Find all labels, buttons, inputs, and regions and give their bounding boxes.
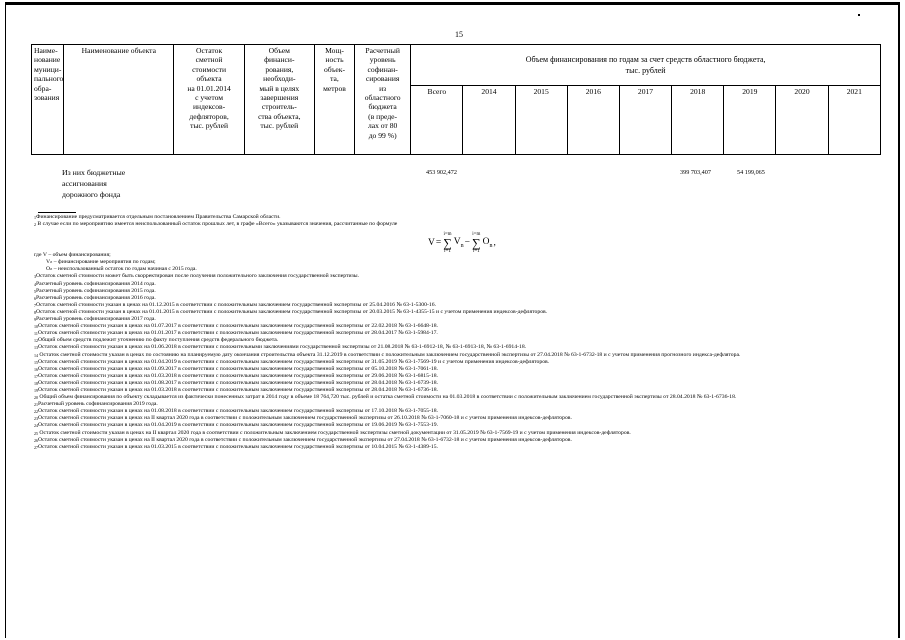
- footnote-mark: 5: [34, 288, 36, 294]
- footnote-text: Расчетный уровень софинансирования 2016 года.: [36, 294, 156, 301]
- footnote-item: [34, 344, 880, 351]
- footnote-text: Остаток сметной стоимости указан в ценах на 01.01.2017 в соответствии с положительным заключением государственной экспертизы от 28.04.2017 № 63-1-5984-17.: [37, 330, 438, 337]
- formula-eq: =: [435, 238, 442, 248]
- footnote-mark: 8: [34, 309, 36, 315]
- header-funding: Объем финанси- рования, необходи- мый в целях завершения строитель- ства объекта, тыс. рублей: [244, 45, 314, 155]
- footnote-item: [34, 295, 880, 302]
- header-estimate: Остаток сметной стоимости объекта на 01.01.2014 с учетом индексов- дефляторов, тыс. рублей: [174, 45, 244, 155]
- formula-legend: [34, 252, 880, 273]
- header-municipality: Наиме- нование муници- пального обра- зования: [32, 45, 64, 155]
- header-cofin-level: Расчетный уровень софинан- сирования из областного бюджета (в преде- лах от 80 до 99 %): [355, 45, 411, 155]
- footnote-mark: 15: [34, 359, 38, 365]
- footnote-mark: 4: [34, 281, 36, 287]
- footnotes-intro: [34, 214, 880, 228]
- year-header-2018: 2018: [672, 86, 724, 155]
- scan-dot: [858, 14, 860, 16]
- footnote-mark: 24: [34, 423, 38, 429]
- footnote-item: [34, 359, 880, 366]
- footnote-text: Остаток сметной стоимости указан в ценах на 01.04.2019 в соответствии с положительным заключением государственной экспертизы от 31.05.2019 № 63-1-7569-19 и с учетом применения индексов-дефляторов.: [38, 358, 550, 365]
- footnote-text: Расчетный уровень софинансирования 2014 года.: [36, 280, 156, 287]
- footnote-item: [34, 366, 880, 373]
- footnote-mark: 11: [34, 331, 38, 337]
- footnote-item: [34, 281, 880, 288]
- footnote-mark: 6: [34, 295, 36, 301]
- year-header-2017: 2017: [619, 86, 671, 155]
- footnote-text: Остаток сметной стоимости указан в ценах на 01.03.2018 в соответствии с положительным заключением государственной экспертизы от 29.06.2018 № 63-1-6815-18.: [38, 372, 438, 379]
- footnote-text: Остаток сметной стоимости указан в ценах на 01.03.2018 в соответствии с положительным заключением государственной экспертизы от 28.04.2018 № 63-1-6736-18.: [38, 386, 438, 393]
- footnote-item: [34, 273, 880, 280]
- footnote-mark: 22: [34, 409, 38, 415]
- road-fund-2019: 54 199,065: [737, 169, 765, 176]
- footnote-mark: 13: [34, 345, 38, 351]
- road-fund-total: 453 902,472: [426, 169, 457, 176]
- header-object: Наименование объекта: [64, 45, 174, 155]
- footnote-text: Остаток сметной стоимости указан в ценах на 01.09.2017 в соответствии с положительным заключением государственной экспертизы от 05.10.2018 № 63-1-7061-18.: [38, 365, 438, 372]
- footnote-item: [34, 380, 880, 387]
- footnote-text: Остаток сметной стоимости указан в ценах по состоянию на планируемую дату окончания строительства объекта 31.12.2019 в соответствии с положительным заключением государственной экспертизы от 27.04.2018 № 63-1-6732-18 и с учетом применения прогнозного индекса-дефлятора.: [38, 351, 741, 358]
- sigma-icon: i=m ∑ i=1: [443, 232, 452, 254]
- road-fund-label: Из них бюджетные ассигнования дорожного фонда: [62, 168, 126, 199]
- footnote-mark: 20: [34, 395, 38, 401]
- year-header-2020: 2020: [776, 86, 828, 155]
- footnote-mark: 12: [34, 338, 38, 344]
- formula-end: ,: [493, 238, 496, 248]
- footnote-text: Остаток сметной стоимости указан в ценах на 01.08.2017 в соответствии с положительным заключением государственной экспертизы от 28.04.2018 № 63-1-6739-18.: [38, 379, 438, 386]
- footnote-text: Остаток сметной стоимости указан в ценах на 01.04.2019 в соответствии с положительным заключением государственной экспертизы от 19.06.2019 № 63-1-7553-19.: [38, 422, 438, 429]
- page-number: 15: [455, 30, 463, 39]
- year-header-2015: 2015: [515, 86, 567, 155]
- footnote-item: [34, 394, 880, 401]
- footnote-text: Остаток сметной стоимости указан в ценах на 01.07.2017 в соответствии с положительным заключением государственной экспертизы от 22.02.2018 № 63-1-6648-18.: [38, 323, 438, 330]
- footnote-text: В случае если по мероприятию имеется неиспользованный остаток прошлых лет, в графе «Всего» указываются значения, рассчитанные по формуле: [36, 221, 398, 228]
- footnote-mark: 25: [34, 430, 38, 436]
- footnote-text: Остаток сметной стоимости указан в ценах на 01.08.2018 в соответствии с положительным заключением государственной экспертизы от 17.10.2018 № 63-1-7055-18.: [38, 408, 438, 415]
- footnote-text: Остаток сметной стоимости указан в ценах на 01.06.2018 в соответствии с положительными заключениями государственной экспертизы от 21.08.2018 № 63-1-6912-18, № 63-1-6913-18, № 63-1-6914-18.: [38, 344, 527, 351]
- footnote-item: [34, 288, 880, 295]
- year-header-2021: 2021: [828, 86, 880, 155]
- footnote-mark: 10: [34, 324, 38, 330]
- footnote-item: [34, 352, 880, 359]
- sigma-icon: i=m ∑ i=1: [472, 232, 481, 254]
- footnote-item: [34, 422, 880, 429]
- footnote-mark: 17: [34, 373, 38, 379]
- footnote-mark: 3: [34, 274, 36, 280]
- footnote-text: Расчетный уровень софинансирования 2019 года.: [38, 401, 158, 408]
- footnote-text: Расчетный уровень софинансирования 2017 года.: [36, 316, 156, 323]
- footnote-item: [34, 221, 880, 228]
- footnote-item: [34, 387, 880, 394]
- footnote-item: [34, 430, 880, 437]
- year-header-2016: 2016: [567, 86, 619, 155]
- footnote-list: [34, 273, 880, 450]
- footnote-item: [34, 444, 880, 451]
- footnote-mark: 9: [34, 317, 36, 323]
- footnote-text: Общий объем финансирования по объекту складывается из фактически понесенных затрат в 2014 году в объеме 18 764,720 тыс. рублей и остатка сметной стоимости на 01.03.2018 в соответствии с положительным заключением государственной экспертизы от 28.04.2018 № 63-1-6736-18.: [38, 394, 737, 401]
- footnote-text: Общий объем средств подлежит уточнению по факту поступления средств федерального бюджета.: [38, 337, 279, 344]
- footnote-item: [34, 309, 880, 316]
- footnote-text: Остаток сметной стоимости указан в ценах на 01.12.2015 в соответствии с положительным заключением государственной экспертизы от 25.04.2016 № 63-1-5300-16.: [36, 301, 436, 308]
- footnote-item: [34, 373, 880, 380]
- footnote-mark: 19: [34, 387, 38, 393]
- footnote-separator: [38, 212, 76, 213]
- footnote-mark: 14: [34, 352, 38, 358]
- footnote-mark: 1: [34, 215, 36, 220]
- header-years-span: Объем финансирования по годам за счет средств областного бюджета, тыс. рублей: [411, 45, 881, 86]
- footnote-mark: 21: [34, 402, 38, 408]
- footnote-mark: 7: [34, 302, 36, 308]
- header-capacity: Мощ- ность объек- та, метров: [314, 45, 354, 155]
- footnote-item: [34, 302, 880, 309]
- formula-v: $V_n$: [453, 237, 464, 249]
- footnote-text: Остаток сметной стоимости указан в ценах на 01.03.2015 в соответствии с положительным заключением государственной экспертизы от 10.04.2015 № 63-1-4389-15.: [38, 443, 438, 450]
- footnote-text: Финансирование предусматривается отдельным постановлением Правительства Самарской области.: [36, 214, 281, 220]
- formula-minus: −: [464, 238, 471, 248]
- formula-legend-line: где V – объем финансирования;: [34, 252, 111, 259]
- footnote-mark: 27: [34, 444, 38, 450]
- formula-legend-line: Vₙ – финансирование мероприятия по годам;: [46, 259, 156, 266]
- footnote-mark: 23: [34, 416, 38, 422]
- year-header-total: Всего: [411, 86, 463, 155]
- footnote-text: Остаток сметной стоимости указан в ценах на II квартал 2020 года в соответствии с положительным заключением государственной экспертизы от 27.04.2018 № 63-1-6732-18 и с учетом применения индексов-дефляторов.: [38, 436, 572, 443]
- footnote-mark: 16: [34, 366, 38, 372]
- footnote-text: Остаток сметной стоимости указан в ценах на II квартал 2020 года в соответствии с положительным заключением государственной экспертизы от 26.10.2018 № 63-1-7060-18 и с учетом применения индексов-дефляторов.: [38, 415, 572, 422]
- formula-legend-line: Oₙ – неиспользованный остаток по годам начиная с 2015 года.: [46, 266, 197, 273]
- footnote-mark: 26: [34, 437, 38, 443]
- year-header-2019: 2019: [724, 86, 776, 155]
- year-header-2014: 2014: [463, 86, 515, 155]
- formula-lhs: V: [428, 238, 435, 248]
- footnote-text: Остаток сметной стоимости указан в ценах на 01.01.2015 в соответствии с положительным заключением государственной экспертизы от 20.03.2015 № 63-1-4355-15 и с учетом применения индексов-дефляторов.: [36, 308, 548, 315]
- footnote-mark: 18: [34, 380, 38, 386]
- footnote-text: Расчетный уровень софинансирования 2015 года.: [36, 287, 156, 294]
- formula-o: $O_n$: [482, 237, 493, 249]
- footnote-mark: 2: [34, 222, 36, 228]
- footnote-text: Остаток сметной стоимости указан в ценах на II квартал 2020 года в соответствии с положительным заключением государственной экспертизы сметной документации от 31.05.2019 № 63-1-7569-19 и с учетом применения индексов-дефляторов.: [38, 429, 631, 436]
- footnote-item: [34, 437, 880, 444]
- road-fund-2018: 399 703,407: [680, 169, 711, 176]
- footnote-text: Остаток сметной стоимости может быть скорректирован после получения положительного заключения государственной экспертизы.: [36, 273, 360, 280]
- formula: [428, 232, 496, 254]
- financing-table: [31, 44, 881, 155]
